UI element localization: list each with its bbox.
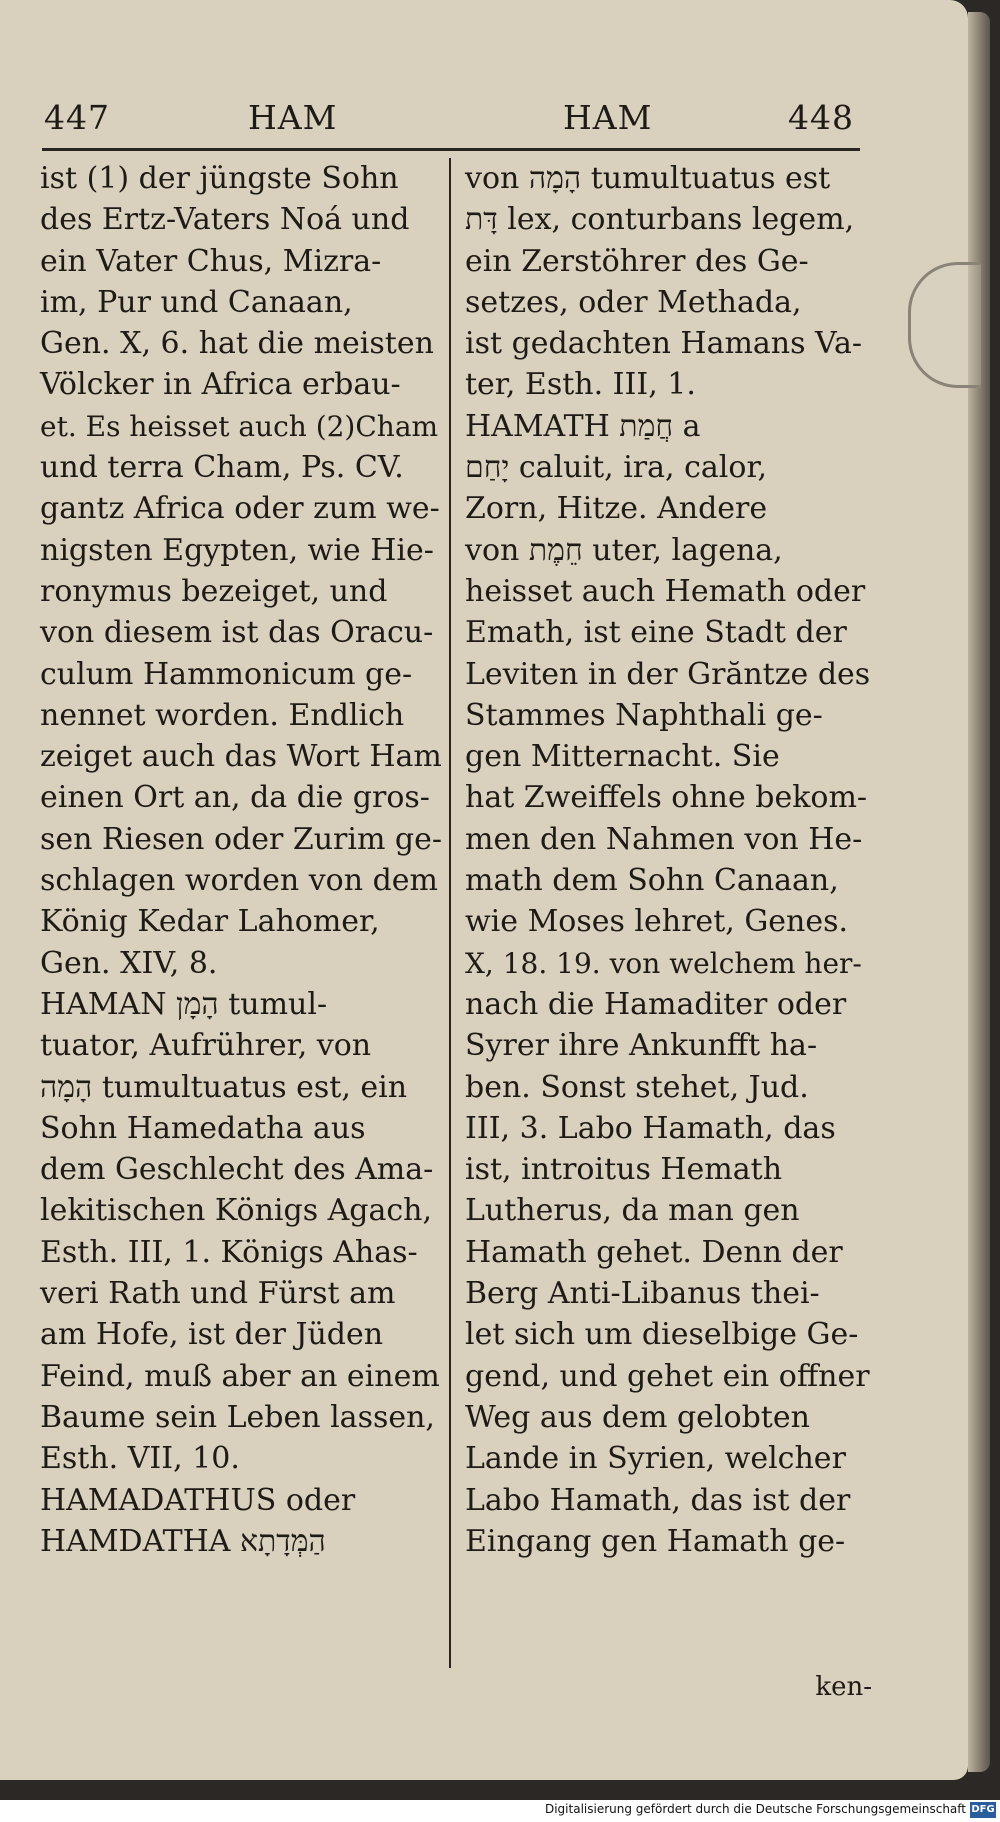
text-line: HAMADATHUS oder (40, 1482, 356, 1518)
text-line: HAMAN הָמָן tumul- (40, 986, 328, 1022)
text-line: gantz Africa oder zum we- (40, 491, 440, 527)
text-line: im, Pur und Canaan, (40, 284, 353, 320)
text-line: דָּת lex, conturbans legem, (465, 202, 855, 238)
text-line: ist gedachten Hamans Va- (465, 326, 862, 362)
footer-bar (0, 1800, 1000, 1822)
text-line: Feind, muß aber an einem (40, 1358, 440, 1394)
text-line: am Hofe, ist der Jüden (40, 1317, 384, 1353)
text-line: men den Nahmen von He- (465, 821, 863, 857)
text-line: von diesem ist das Oracu- (40, 615, 434, 651)
text-line: lekitischen Königs Agach, (40, 1193, 433, 1229)
text-line: setzes, oder Methada, (465, 284, 802, 320)
right-page-number: 448 (788, 98, 854, 137)
text-line: Lutherus, da man gen (465, 1193, 800, 1229)
text-line: Weg aus dem gelobten (465, 1399, 810, 1435)
text-line: Syrer ihre Ankunfft ha- (465, 1028, 818, 1064)
text-line: Gen. XIV, 8. (40, 945, 218, 981)
text-line: הָמָה tumultuatus est, ein (40, 1069, 408, 1105)
text-line: Leviten in der Grăntze des (465, 656, 871, 692)
column-divider (449, 158, 451, 1668)
text-line: schlagen worden von dem (40, 863, 438, 899)
text-line: ist (1) der jüngste Sohn (40, 161, 399, 196)
text-line: von חֵמֶת uter, lagena, (465, 532, 783, 568)
text-line: Esth. III, 1. Königs Ahas- (40, 1234, 418, 1270)
text-line: ist, introitus Hemath (465, 1152, 783, 1188)
text-line: gend, und gehet ein offner (465, 1358, 870, 1394)
text-line: math dem Sohn Canaan, (465, 863, 839, 899)
text-line: heisset auch Hemath oder (465, 573, 866, 609)
text-line: Baume sein Leben lassen, (40, 1399, 435, 1435)
dfg-logo: DFG (970, 1802, 996, 1818)
text-line: ein Vater Chus, Mizra- (40, 243, 382, 279)
text-line: X, 18. 19. von welchem her- (465, 946, 862, 980)
right-running-head: HAM (563, 98, 653, 137)
text-line: ronymus bezeiget, und (40, 573, 388, 609)
header-rule (42, 148, 860, 151)
text-line: let sich um dieselbige Ge- (465, 1317, 859, 1353)
left-running-head: HAM (248, 98, 338, 137)
text-line: hat Zweiffels ohne bekom- (465, 780, 868, 816)
text-line: von הָמָה tumultuatus est (465, 161, 831, 196)
text-line: sen Riesen oder Zurim ge- (40, 821, 443, 857)
text-line: nach die Hamaditer oder (465, 986, 847, 1022)
text-line: יָחַם caluit, ira, calor, (465, 450, 768, 486)
text-line: ben. Sonst stehet, Jud. (465, 1069, 809, 1105)
text-line: et. Es heisset auch (2)Cham (40, 409, 439, 443)
text-line: ter, Esth. III, 1. (465, 367, 696, 403)
text-line: Berg Anti-Libanus thei- (465, 1276, 820, 1312)
text-line: III, 3. Labo Hamath, das (465, 1110, 836, 1146)
page-clip (908, 262, 981, 388)
footer-credit: Digitalisierung gefördert durch die Deutsche Forschungsgemeinschaft (544, 1802, 966, 1816)
text-line: HAMATH חֲמַת a (465, 408, 701, 444)
text-line: Eingang gen Hamath ge- (465, 1523, 846, 1559)
text-line: Labo Hamath, das ist der (465, 1482, 851, 1518)
text-line: einen Ort an, da die gros- (40, 780, 430, 816)
right-column (465, 158, 870, 1562)
text-line: Sohn Hamedatha aus (40, 1110, 366, 1146)
text-line: dem Geschlecht des Ama- (40, 1152, 434, 1188)
text-line: Stammes Naphthali ge- (465, 697, 823, 733)
text-line: Emath, ist eine Stadt der (465, 615, 847, 651)
text-line: wie Moses lehret, Genes. (465, 904, 849, 940)
text-line: nigsten Egypten, wie Hie- (40, 532, 434, 568)
text-line: Hamath gehet. Denn der (465, 1234, 843, 1270)
left-page-number: 447 (44, 98, 110, 137)
text-line: Völcker in Africa erbau- (40, 367, 401, 403)
text-line: gen Mitternacht. Sie (465, 739, 780, 775)
text-line: Gen. X, 6. hat die meisten (40, 326, 434, 362)
catchword: ken- (815, 1672, 872, 1702)
text-line: König Kedar Lahomer, (40, 904, 380, 940)
left-column (40, 158, 445, 1562)
text-line: des Ertz-Vaters Noá und (40, 202, 410, 238)
text-line: Esth. VII, 10. (40, 1441, 240, 1477)
text-line: nennet worden. Endlich (40, 697, 405, 733)
text-line: HAMDATHA הַמְּדָתָא (40, 1523, 326, 1559)
text-line: Zorn, Hitze. Andere (465, 491, 768, 527)
text-line: tuator, Aufrührer, von (40, 1028, 372, 1064)
text-line: ein Zerstöhrer des Ge- (465, 243, 809, 279)
text-line: und terra Cham, Ps. CV. (40, 450, 404, 486)
text-line: zeiget auch das Wort Ham (40, 739, 442, 775)
text-line: veri Rath und Fürst am (40, 1276, 396, 1312)
text-line: culum Hammonicum ge- (40, 656, 413, 692)
text-line: Lande in Syrien, welcher (465, 1441, 846, 1477)
